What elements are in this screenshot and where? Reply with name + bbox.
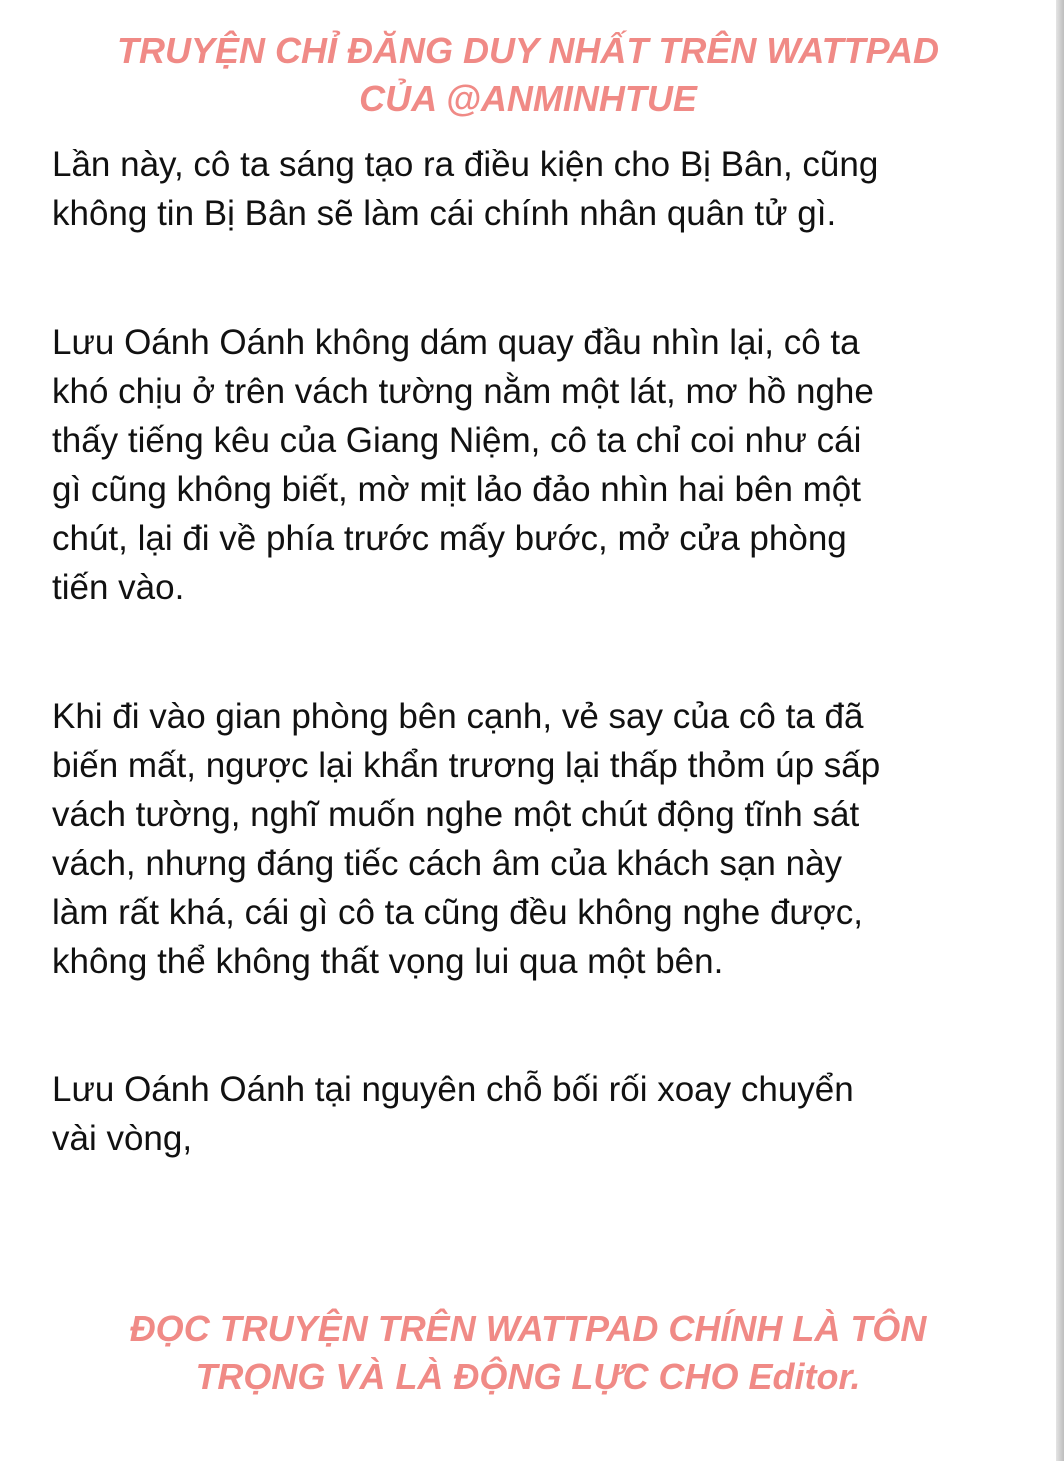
footer-notice-line: TRỌNG VÀ LÀ ĐỘNG LỰC CHO Editor.: [195, 1356, 861, 1397]
paragraph-2: [52, 318, 874, 612]
text-line: không thể không thất vọng lui qua một bên.: [52, 942, 724, 981]
text-line: vài vòng,: [52, 1119, 193, 1158]
text-line: biến mất, ngược lại khẩn trương lại thấp thỏm úp sấp: [52, 746, 881, 785]
text-line: tiến vào.: [52, 568, 185, 607]
text-line: gì cũng không biết, mờ mịt lảo đảo nhìn hai bên một: [52, 470, 861, 509]
text-line: không tin Bị Bân sẽ làm cái chính nhân quân tử gì.: [52, 194, 837, 233]
header-notice-line: CỦA @ANMINHTUE: [359, 78, 697, 119]
footer-notice: [30, 1305, 1026, 1401]
text-line: Lưu Oánh Oánh tại nguyên chỗ bối rối xoay chuyển: [52, 1070, 854, 1109]
paragraph-3: [52, 692, 880, 986]
header-notice-line: TRUYỆN CHỈ ĐĂNG DUY NHẤT TRÊN WATTPAD: [117, 30, 939, 71]
text-line: khó chịu ở trên vách tường nằm một lát, mơ hồ nghe: [52, 372, 874, 411]
page-edge-shadow: [1056, 0, 1064, 1461]
text-line: thấy tiếng kêu của Giang Niệm, cô ta chỉ coi như cái: [52, 421, 862, 460]
text-line: làm rất khá, cái gì cô ta cũng đều không nghe được,: [52, 893, 864, 932]
paragraph-1: [52, 140, 878, 238]
text-line: Lần này, cô ta sáng tạo ra điều kiện cho Bị Bân, cũng: [52, 145, 879, 184]
text-line: vách, nhưng đáng tiếc cách âm của khách sạn này: [52, 844, 843, 883]
text-line: vách tường, nghĩ muốn nghe một chút động tĩnh sát: [52, 795, 860, 834]
footer-notice-line: ĐỌC TRUYỆN TRÊN WATTPAD CHÍNH LÀ TÔN: [129, 1308, 927, 1349]
text-line: Khi đi vào gian phòng bên cạnh, vẻ say của cô ta đã: [52, 697, 864, 736]
header-notice: [30, 27, 1026, 123]
text-line: chút, lại đi về phía trước mấy bước, mở cửa phòng: [52, 519, 847, 558]
text-line: Lưu Oánh Oánh không dám quay đầu nhìn lại, cô ta: [52, 323, 860, 362]
paragraph-4: [52, 1065, 854, 1163]
